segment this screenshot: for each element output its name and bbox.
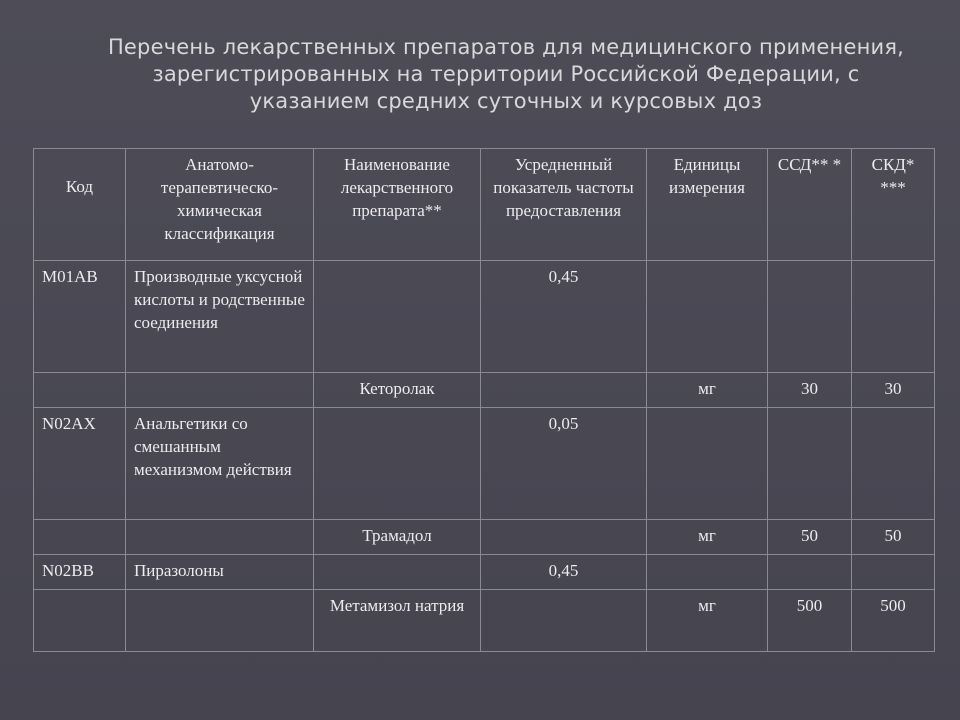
cell-ssd: 500 bbox=[768, 590, 852, 652]
cell-code: N02BB bbox=[34, 555, 126, 590]
cell-skd: 30 bbox=[852, 373, 935, 408]
cell-unit bbox=[647, 555, 768, 590]
cell-class: Производные уксусной кислоты и родственные соединения bbox=[126, 261, 314, 373]
cell-ssd: 30 bbox=[768, 373, 852, 408]
slide-title: Перечень лекарственных препаратов для медицинского применения, зарегистрированных на территории Российской Федерации, с указанием средних суточных и курсовых доз bbox=[107, 35, 905, 113]
cell-skd bbox=[852, 408, 935, 520]
header-skd: СКД* *** bbox=[852, 149, 935, 261]
cell-frequency bbox=[481, 590, 647, 652]
cell-ssd bbox=[768, 261, 852, 373]
table-row bbox=[34, 590, 935, 652]
cell-frequency bbox=[481, 520, 647, 555]
cell-drug: Трамадол bbox=[314, 520, 481, 555]
cell-code: M01AB bbox=[34, 261, 126, 373]
cell-drug bbox=[314, 408, 481, 520]
table-row bbox=[34, 373, 935, 408]
cell-frequency: 0,45 bbox=[481, 555, 647, 590]
header-units: Единицы измерения bbox=[647, 149, 768, 261]
cell-skd: 500 bbox=[852, 590, 935, 652]
cell-class bbox=[126, 590, 314, 652]
cell-code bbox=[34, 373, 126, 408]
header-atc-classification: Анатомо-терапевтическо-химическая классификация bbox=[126, 149, 314, 261]
cell-frequency bbox=[481, 373, 647, 408]
cell-unit bbox=[647, 261, 768, 373]
cell-drug bbox=[314, 261, 481, 373]
cell-drug bbox=[314, 555, 481, 590]
cell-frequency: 0,45 bbox=[481, 261, 647, 373]
cell-unit: мг bbox=[647, 590, 768, 652]
header-frequency: Усредненный показатель частоты предоставления bbox=[481, 149, 647, 261]
cell-code: N02AX bbox=[34, 408, 126, 520]
cell-code bbox=[34, 520, 126, 555]
cell-class: Анальгетики со смешанным механизмом действия bbox=[126, 408, 314, 520]
table-row bbox=[34, 261, 935, 373]
cell-frequency: 0,05 bbox=[481, 408, 647, 520]
cell-ssd bbox=[768, 555, 852, 590]
header-drug-name: Наименование лекарственного препарата** bbox=[314, 149, 481, 261]
table-row bbox=[34, 408, 935, 520]
cell-skd: 50 bbox=[852, 520, 935, 555]
cell-ssd bbox=[768, 408, 852, 520]
cell-ssd: 50 bbox=[768, 520, 852, 555]
cell-skd bbox=[852, 261, 935, 373]
table-header-row bbox=[34, 149, 935, 261]
drug-dose-table bbox=[33, 148, 935, 652]
cell-drug: Метамизол натрия bbox=[314, 590, 481, 652]
cell-unit: мг bbox=[647, 520, 768, 555]
cell-code bbox=[34, 590, 126, 652]
cell-class bbox=[126, 373, 314, 408]
header-ssd: ССД** * bbox=[768, 149, 852, 261]
cell-unit: мг bbox=[647, 373, 768, 408]
cell-class: Пиразолоны bbox=[126, 555, 314, 590]
cell-class bbox=[126, 520, 314, 555]
table-row bbox=[34, 555, 935, 590]
cell-skd bbox=[852, 555, 935, 590]
table-row bbox=[34, 520, 935, 555]
header-code: Код bbox=[34, 149, 126, 261]
cell-drug: Кеторолак bbox=[314, 373, 481, 408]
cell-unit bbox=[647, 408, 768, 520]
